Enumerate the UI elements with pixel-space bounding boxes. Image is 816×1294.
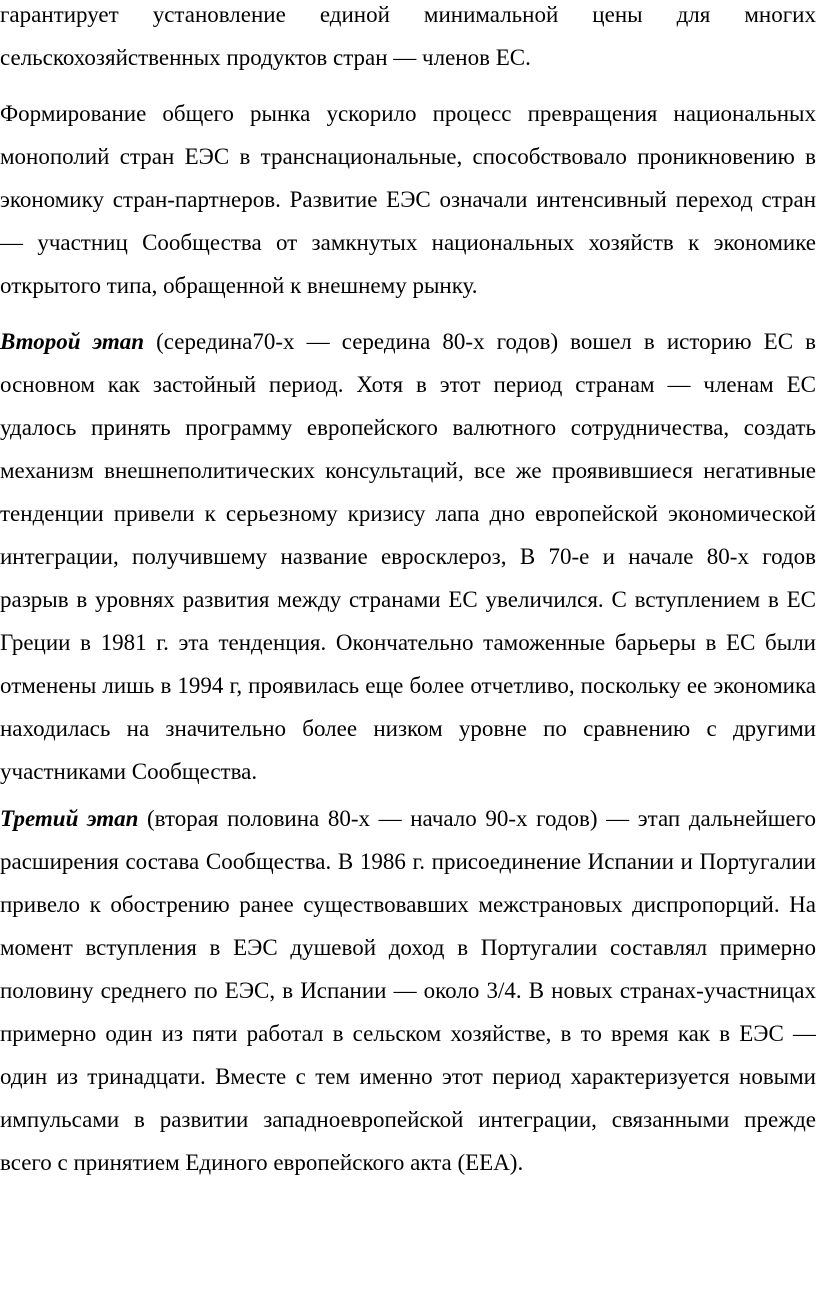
second-stage-heading: Второй этап (0, 329, 145, 354)
paragraph-second-stage (0, 320, 816, 793)
paragraph-intro-continuation: гарантирует установление единой минимальной цены для многих сельскохозяйственных продуктов стран — членов ЕС. (0, 2, 816, 70)
third-stage-heading: Третий этап (0, 806, 139, 831)
paragraph-common-market: Формирование общего рынка ускорило процесс превращения национальных монополий стран ЕЭС в транснациональные, способствовало проникновению в экономику стран-партнеров. Развитие ЕЭС означали интенсивный переход стран — участниц Сообщества от замкнутых национальных хозяйств к экономике открытого типа, обращенной к внешнему рынку. (0, 101, 816, 298)
third-stage-text: (вторая половина 80-х — начало 90-х годов) — этап дальнейшего расширения состава Сообщества. В 1986 г. присоединение Испании и Португалии привело к обострению ранее существовавших межстрановых диспропорций. На момент вступления в ЕЭС душевой доход в Португалии составлял примерно половину среднего по ЕЭС, в Испании — около 3/4. В новых странах-участницах примерно один из пяти работал в сельском хозяйстве, в то время как в ЕЭС — один из тринадцати. Вместе с тем именно этот период характеризуется новыми импульсами в развитии западноевропейской интеграции, связанными прежде всего с принятием Единого европейского акта (ЕЕА). (0, 806, 816, 1175)
second-stage-text: (середина70-х — середина 80-х годов) вошел в историю ЕС в основном как застойный период. Хотя в этот период странам — членам ЕС удалось принять программу европейского валютного сотрудничества, создать механизм внешнеполитических консультаций, все же проявившиеся негативные тенденции привели к серьезному кризису лапа дно европейской экономической интеграции, получившему название евросклероз, В 70-е и начале 80-х годов разрыв в уровнях развития между странами ЕС увеличился. С вступлением в ЕС Греции в 1981 г. эта тенденция. Окончательно таможенные барьеры в ЕС были отменены лишь в 1994 г, проявилась еще более отчетливо, поскольку ее экономика находилась на значительно более низком уровне по сравнению с другими участниками Сообщества. (0, 329, 816, 784)
paragraph-third-stage (0, 797, 816, 1184)
